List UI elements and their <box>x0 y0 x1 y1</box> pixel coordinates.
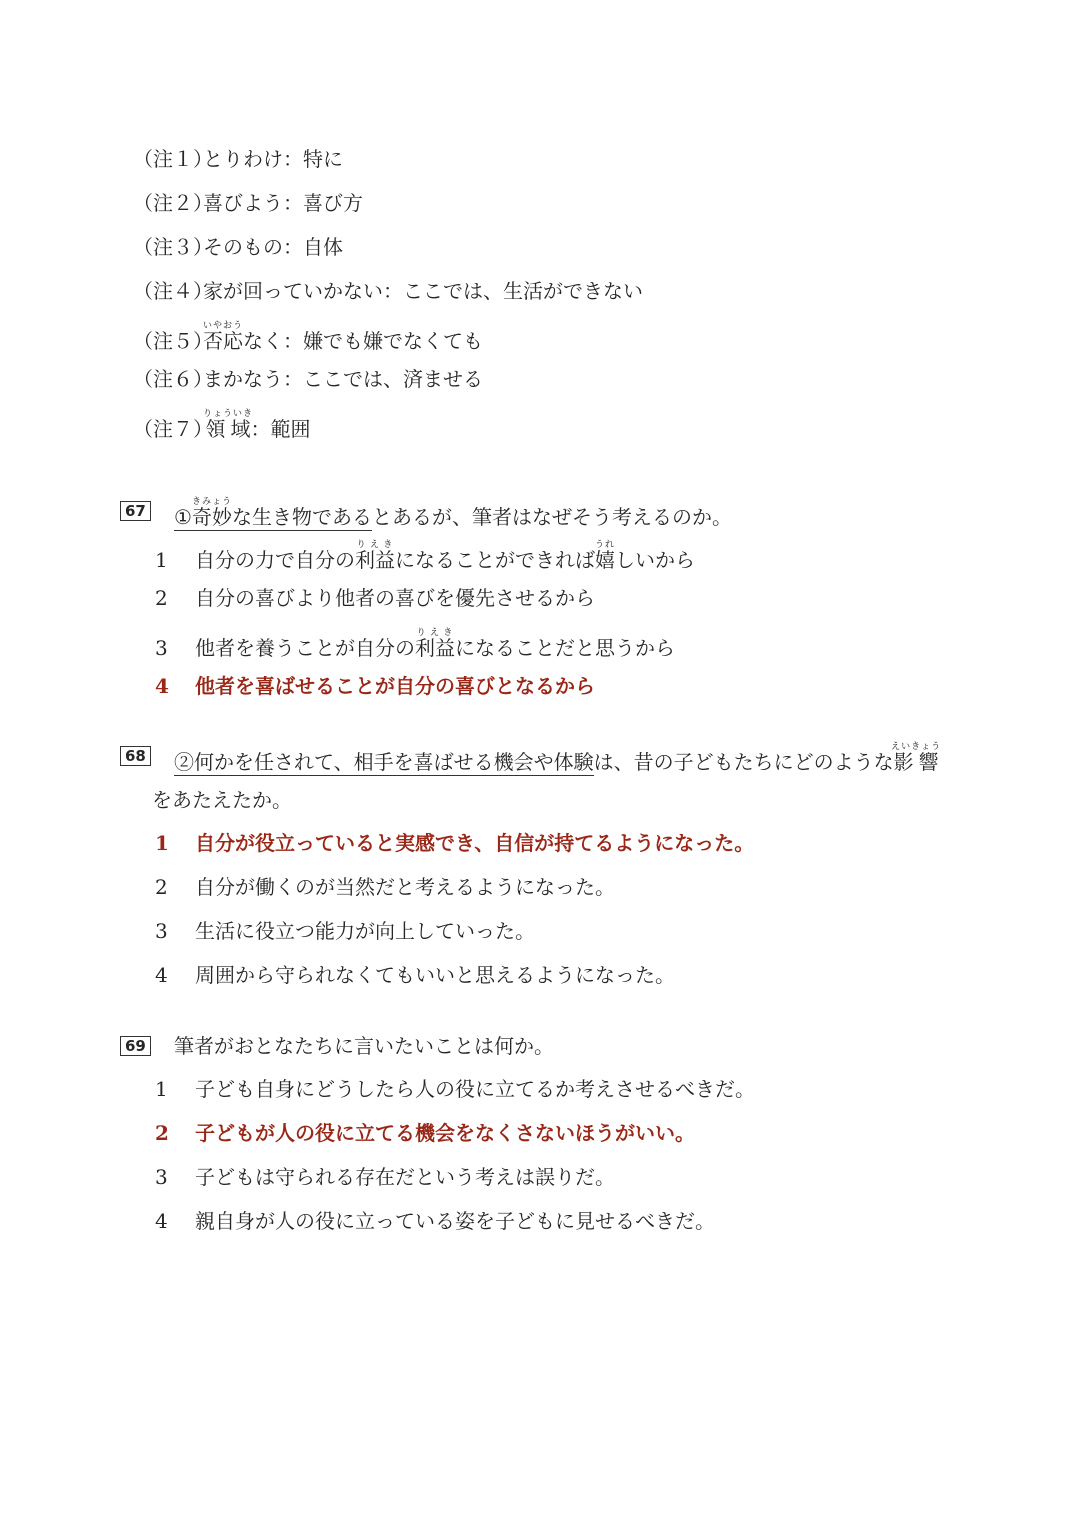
option-69-2-answer[interactable]: 2 子どもが人の役に立てる機会をなくさないほうがいい。 <box>155 1121 695 1145</box>
option-69-4[interactable]: 4 親自身が人の役に立っている姿を子どもに見せるべきだ。 <box>155 1209 715 1233</box>
note-text: なく：嫌でも嫌でなくても <box>243 329 484 353</box>
option-69-1[interactable]: 1 子ども自身にどうしたら人の役に立てるか考えさせるべきだ。 <box>155 1077 755 1101</box>
note-text: ：範囲 <box>250 417 311 441</box>
underlined-phrase: ①奇妙きみょうな生き物である <box>174 497 372 529</box>
option-67-4-answer[interactable]: 4 他者を喜ばせることが自分の喜びとなるから <box>155 674 595 698</box>
option-68-3[interactable]: 3 生活に役立つ能力が向上していった。 <box>155 919 535 943</box>
ruby-word: 否応いやおう <box>203 321 244 353</box>
question-number-68: 68 <box>120 746 151 766</box>
option-68-2[interactable]: 2 自分が働くのが当然だと考えるようになった。 <box>155 875 615 899</box>
question-number-69: 69 <box>120 1036 151 1056</box>
note-1 <box>133 145 343 173</box>
note-tag: （注５） <box>133 329 213 353</box>
note-text: 家が回っていかない：ここでは、生活ができない <box>203 279 643 303</box>
option-68-1-answer[interactable]: 1 自分が役立っていると実感でき、自信が持てるようになった。 <box>155 831 755 855</box>
note-3 <box>133 233 343 261</box>
note-tag: （注７） <box>133 417 213 441</box>
note-2 <box>133 189 363 217</box>
question-68-text: ②何かを任されて、相手を喜ばせる機会や体験は、昔の子どもたちにどのような影響えいきょう <box>174 742 942 774</box>
note-5 <box>133 321 483 355</box>
option-67-1[interactable]: 1 自分の力で自分の利益りえきになることができれば嬉うれしいから <box>155 540 695 572</box>
note-tag: （注６） <box>133 367 213 391</box>
note-4 <box>133 277 643 305</box>
option-69-3[interactable]: 3 子どもは守られる存在だという考えは誤りだ。 <box>155 1165 615 1189</box>
question-69-text: 筆者がおとなたちに言いたいことは何か。 <box>174 1034 554 1058</box>
note-7 <box>133 409 311 443</box>
note-tag: （注２） <box>133 191 213 215</box>
note-tag: （注３） <box>133 235 213 259</box>
note-text: 喜びよう：喜び方 <box>203 191 363 215</box>
note-text: そのもの：自体 <box>203 235 343 259</box>
option-67-2[interactable]: 2 自分の喜びより他者の喜びを優先させるから <box>155 586 595 610</box>
note-text: とりわけ：特に <box>203 147 343 171</box>
note-text: まかなう：ここでは、済ませる <box>203 367 483 391</box>
question-67-text: ①奇妙きみょうな生き物であるとあるが、筆者はなぜそう考えるのか。 <box>174 497 732 529</box>
note-tag: （注４） <box>133 279 213 303</box>
note-tag: （注１） <box>133 147 213 171</box>
option-68-4[interactable]: 4 周囲から守られなくてもいいと思えるようになった。 <box>155 963 675 987</box>
option-67-3[interactable]: 3 他者を養うことが自分の利益りえきになることだと思うから <box>155 628 675 660</box>
ruby-word: 領域りょういき <box>203 409 254 441</box>
note-6 <box>133 365 483 393</box>
question-68-text-line2: をあたえたか。 <box>152 788 292 812</box>
question-number-67: 67 <box>120 501 151 521</box>
underlined-phrase: ②何かを任されて、相手を喜ばせる機会や体験 <box>174 750 594 774</box>
